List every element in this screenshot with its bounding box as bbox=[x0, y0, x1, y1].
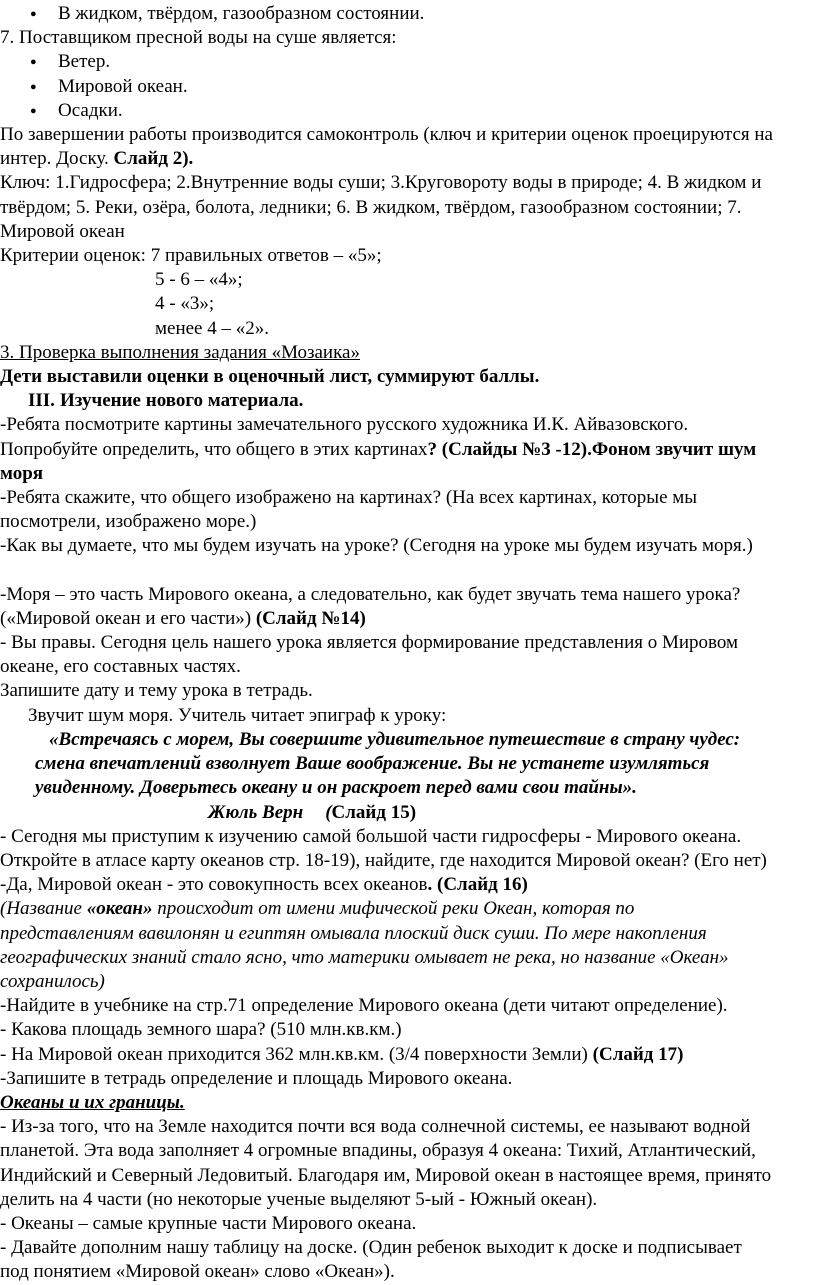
paragraph-line: - На Мировой океан приходится 362 млн.кв.км. (3/4 поверхности Земли) (Слайд 17) bbox=[0, 1043, 684, 1065]
paragraph-line: Звучит шум моря. Учитель читает эпиграф к уроку: bbox=[28, 704, 447, 726]
paragraph-line: Запишите дату и тему урока в тетрадь. bbox=[0, 680, 313, 702]
paragraph-line: делить на 4 части (но некоторые ученые выделяют 5-ый - Южный океан). bbox=[0, 1188, 598, 1210]
selfcheck-line: По завершении работы производится самоконтроль (ключ и критерии оценок проецируются на bbox=[0, 124, 773, 146]
criteria-line: 4 - «3»; bbox=[155, 293, 215, 315]
paragraph-line: («Мировой океан и его части») (Слайд №14) bbox=[0, 607, 366, 629]
slide-ref: ? (Слайды №3 -12).Фоном звучит шум bbox=[427, 438, 757, 460]
paragraph-line: -Запишите в тетрадь определение и площадь Мирового океана. bbox=[0, 1067, 513, 1089]
paragraph-line: под понятием «Мировой океан» слово «Океан»). bbox=[0, 1261, 395, 1283]
key-line: Мировой океан bbox=[0, 220, 125, 242]
section-3-heading: 3. Проверка выполнения задания «Мозаика» bbox=[0, 341, 360, 363]
paragraph-line: планетой. Эта вода заполняет 4 огромные впадины, образуя 4 океана: Тихий, Атлантический, bbox=[0, 1140, 756, 1162]
paragraph-line: -Как вы думаете, что мы будем изучать на уроке? (Сегодня на уроке мы будем изучать моря.) bbox=[0, 535, 753, 557]
paragraph-line: - Какова площадь земного шара? (510 млн.кв.км.) bbox=[0, 1019, 402, 1041]
bullet-item: ● В жидком, твёрдом, газообразном состоянии. bbox=[0, 2, 814, 26]
paragraph-line: - Из-за того, что на Земле находится почти вся вода солнечной системы, ее называют водной bbox=[0, 1116, 751, 1138]
paragraph-line: -Ребята посмотрите картины замечательного русского художника И.К. Айвазовского. bbox=[0, 414, 689, 436]
slide-ref: . (Слайд 16) bbox=[427, 874, 528, 896]
selfcheck-line: интер. Доску. Слайд 2). bbox=[0, 148, 194, 170]
empty-line bbox=[0, 559, 814, 583]
note-line: сохранилось) bbox=[0, 970, 105, 992]
epigraph-line: «Встречаясь с морем, Вы совершите удивительное путешествие в страну чудес: bbox=[49, 728, 741, 750]
question-7: 7. Поставщиком пресной воды на суше является: bbox=[0, 27, 397, 49]
note-line: (Название «океан» происходит от имени мифической реки Океан, которая по bbox=[0, 898, 635, 920]
paragraph-line: Откройте в атласе карту океанов стр. 18-19), найдите, где находится Мировой океан? (Его нет) bbox=[0, 849, 767, 871]
paragraph-line: -Да, Мировой океан - это совокупность всех океанов. (Слайд 16) bbox=[0, 874, 528, 896]
paragraph-line: - Сегодня мы приступим к изучению самой большой части гидросферы - Мирового океана. bbox=[0, 825, 742, 847]
paragraph-line: посмотрели, изображено море.) bbox=[0, 511, 257, 533]
slide-ref: (Слайд №14) bbox=[255, 607, 366, 629]
note-line: представлениям вавилонян и египтян омывала плоский диск суши. По мере накопления bbox=[0, 922, 707, 944]
key-line: Ключ: 1.Гидросфера; 2.Внутренние воды суши; 3.Круговороту воды в природе; 4. В жидком и bbox=[0, 172, 762, 194]
epigraph-line: увиденному. Доверьтесь океану и он раскроет перед вами свои тайны». bbox=[35, 777, 637, 799]
paragraph-line: - Давайте дополним нашу таблицу на доске. (Один ребенок выходит к доске и подписывает bbox=[0, 1237, 742, 1259]
bullet-item: ● Осадки. bbox=[0, 99, 814, 123]
epigraph-author: Жюль Верн (Слайд 15) bbox=[208, 801, 417, 823]
criteria-line: Критерии оценок: 7 правильных ответов – «5»; bbox=[0, 245, 382, 267]
slide-ref: (Слайд 17) bbox=[592, 1043, 684, 1065]
slide-ref: Слайд 15) bbox=[331, 801, 417, 823]
paragraph-line: -Найдите в учебнике на стр.71 определение Мирового океана (дети читают определение). bbox=[0, 995, 728, 1017]
bullet-item: ● Мировой океан. bbox=[0, 75, 814, 99]
paragraph-line: океане, его составных частях. bbox=[0, 656, 241, 678]
bullet-item: ● Ветер. bbox=[0, 50, 814, 74]
paragraph-line: моря bbox=[0, 462, 44, 484]
criteria-line: менее 4 – «2». bbox=[155, 317, 269, 339]
note-line: географических знаний стало ясно, что материки омывает не река, но название «Океан» bbox=[0, 946, 729, 968]
paragraph-line: -Ребята скажите, что общего изображено на картинах? (На всех картинах, которые мы bbox=[0, 487, 698, 509]
paragraph-line: Индийский и Северный Ледовитый. Благодаря им, Мировой океан в настоящее время, принято bbox=[0, 1164, 772, 1186]
paragraph-line: - Вы правы. Сегодня цель нашего урока является формирование представления о Мировом bbox=[0, 632, 739, 654]
key-line: твёрдом; 5. Реки, озёра, болота, ледники; 6. В жидком, твёрдом, газообразном состоянии; 7. bbox=[0, 196, 742, 218]
epigraph-line: смена впечатлений взволнует Ваше воображение. Вы не устанете изумляться bbox=[35, 753, 710, 775]
paragraph-line: -Моря – это часть Мирового океана, а следовательно, как будет звучать тема нашего урока? bbox=[0, 583, 741, 605]
paragraph-line: - Океаны – самые крупные части Мирового океана. bbox=[0, 1212, 417, 1234]
slide-ref: Слайд 2). bbox=[113, 148, 194, 170]
section-iii-heading: III. Изучение нового материала. bbox=[28, 390, 304, 412]
oceans-heading: Океаны и их границы. bbox=[0, 1091, 185, 1113]
criteria-line: 5 - 6 – «4»; bbox=[155, 269, 243, 291]
grades-note: Дети выставили оценки в оценочный лист, суммируют баллы. bbox=[0, 366, 540, 388]
paragraph-line: Попробуйте определить, что общего в этих картинах? (Слайды №3 -12).Фоном звучит шум bbox=[0, 438, 757, 460]
